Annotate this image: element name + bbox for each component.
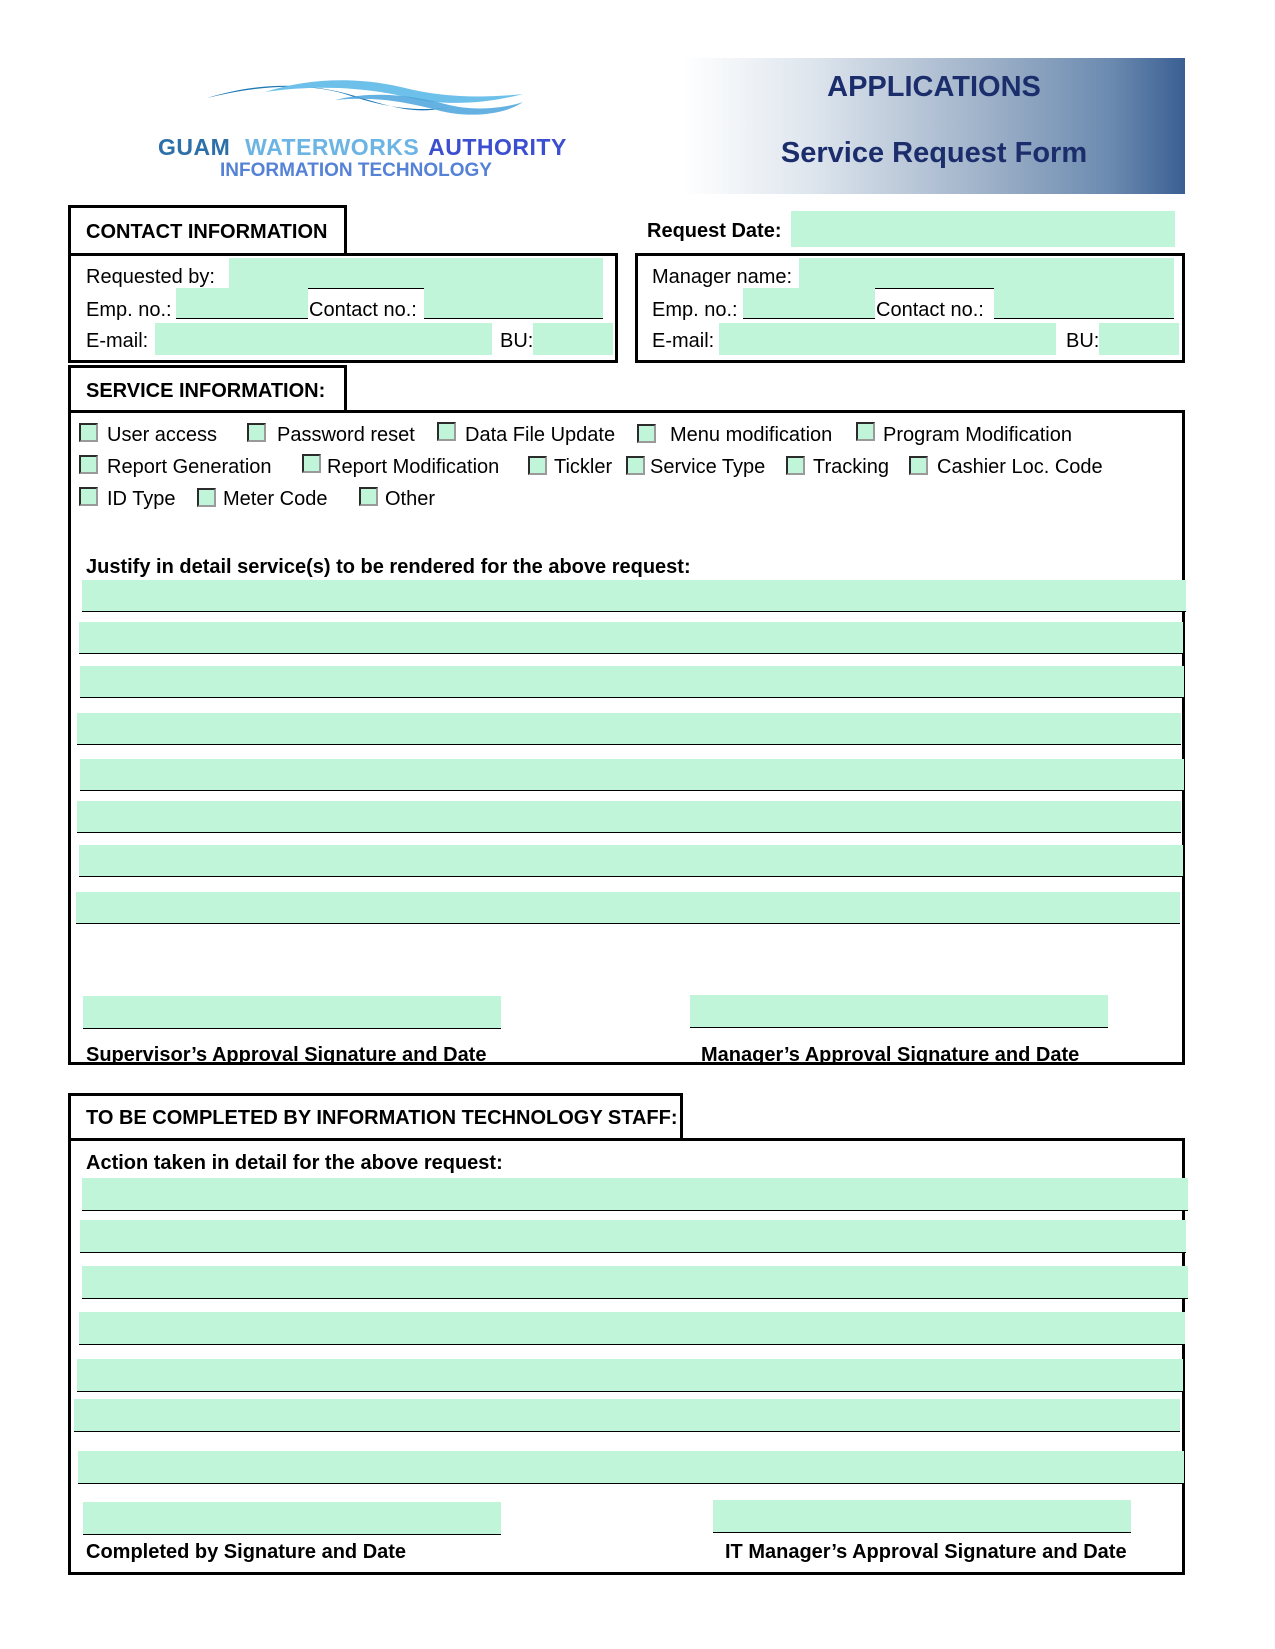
action-line[interactable] [82, 1266, 1188, 1299]
it-section-title: TO BE COMPLETED BY INFORMATION TECHNOLOGY STAFF: [86, 1107, 678, 1129]
manager-contact-no-label: Contact no.: [876, 299, 984, 321]
checkbox-label: Report Modification [327, 456, 500, 478]
checkbox-label: Tickler [554, 456, 613, 478]
checkbox[interactable] [626, 456, 645, 475]
checkbox-label: Menu modification [670, 424, 833, 446]
manager-email-label: E-mail: [652, 330, 715, 352]
action-line[interactable] [74, 1399, 1180, 1432]
manager-signature-field[interactable] [690, 995, 1108, 1028]
requester-contact-no-label: Contact no.: [309, 299, 417, 321]
action-line-input[interactable] [74, 1399, 1180, 1431]
action-line-input[interactable] [82, 1266, 1188, 1298]
manager-name-input[interactable] [799, 258, 1174, 288]
completed-by-signature-input[interactable] [83, 1502, 501, 1534]
justify-line-input[interactable] [77, 801, 1181, 832]
justify-line-input[interactable] [79, 622, 1183, 653]
supervisor-signature-label: Supervisor’s Approval Signature and Date [86, 1044, 487, 1066]
supervisor-signature-field[interactable] [83, 996, 501, 1029]
justify-line[interactable] [79, 845, 1183, 877]
manager-name-field[interactable] [799, 258, 1174, 289]
action-line[interactable] [79, 1312, 1185, 1345]
manager-bu-input[interactable] [1099, 323, 1179, 355]
request-date-field[interactable] [791, 211, 1175, 247]
form-title: Service Request Form [780, 137, 1088, 169]
checkbox[interactable] [528, 456, 547, 475]
justify-line-input[interactable] [79, 845, 1183, 876]
justify-line[interactable] [76, 892, 1180, 924]
justify-label: Justify in detail service(s) to be rendered for the above request: [86, 556, 691, 578]
checkbox[interactable] [856, 422, 875, 441]
manager-contact-no-input[interactable] [994, 288, 1174, 318]
justify-line-input[interactable] [76, 892, 1180, 923]
checkbox[interactable] [79, 487, 98, 506]
manager-name-label: Manager name: [652, 266, 793, 288]
justify-line[interactable] [77, 801, 1181, 833]
manager-contact-no-field[interactable] [994, 288, 1174, 319]
checkbox-label: Cashier Loc. Code [937, 456, 1103, 478]
action-line-input[interactable] [77, 1359, 1183, 1391]
justify-line[interactable] [80, 666, 1184, 698]
manager-emp-no-label: Emp. no.: [652, 299, 738, 321]
requester-email-label: E-mail: [86, 330, 149, 352]
logo-wave-icon [205, 74, 525, 126]
contact-section-title: CONTACT INFORMATION [86, 221, 328, 243]
justify-line[interactable] [80, 759, 1184, 791]
checkbox-label: Service Type [650, 456, 766, 478]
checkbox[interactable] [197, 488, 216, 507]
requested-by-input[interactable] [229, 258, 603, 288]
logo-word-waterworks: WATERWORKS [245, 134, 420, 160]
action-line-input[interactable] [79, 1312, 1185, 1344]
requester-contact-no-input[interactable] [424, 288, 603, 318]
checkbox-label: Other [385, 488, 436, 510]
checkbox[interactable] [786, 456, 805, 475]
manager-signature-input[interactable] [690, 995, 1108, 1027]
action-line-input[interactable] [82, 1178, 1188, 1210]
it-manager-signature-input[interactable] [713, 1500, 1131, 1532]
completed-by-signature-label: Completed by Signature and Date [86, 1541, 407, 1563]
requested-by-field[interactable] [229, 258, 603, 289]
checkbox-label: Program Modification [883, 424, 1072, 446]
manager-bu-field[interactable] [1099, 323, 1179, 355]
requester-email-input[interactable] [155, 323, 492, 355]
checkbox[interactable] [909, 456, 928, 475]
manager-emp-no-field[interactable] [743, 288, 875, 319]
checkbox[interactable] [359, 487, 378, 506]
requester-emp-no-input[interactable] [176, 288, 308, 318]
request-date-label: Request Date: [647, 220, 782, 242]
checkbox[interactable] [247, 423, 266, 442]
it-manager-signature-field[interactable] [713, 1500, 1131, 1533]
checkbox[interactable] [79, 455, 98, 474]
checkbox[interactable] [79, 423, 98, 442]
checkbox-label: Meter Code [223, 488, 328, 510]
completed-by-signature-field[interactable] [83, 1502, 501, 1535]
action-line[interactable] [82, 1178, 1188, 1211]
requester-emp-no-label: Emp. no.: [86, 299, 172, 321]
checkbox-label: Data File Update [465, 424, 616, 446]
requester-email-field[interactable] [155, 323, 492, 355]
checkbox-label: User access [107, 424, 218, 446]
request-date-input[interactable] [791, 211, 1175, 247]
manager-email-input[interactable] [719, 323, 1056, 355]
requester-bu-input[interactable] [533, 323, 613, 355]
requested-by-label: Requested by: [86, 266, 215, 288]
justify-line-input[interactable] [80, 666, 1184, 697]
action-line-input[interactable] [78, 1451, 1184, 1483]
manager-emp-no-input[interactable] [743, 288, 875, 318]
checkbox-label: Password reset [277, 424, 415, 446]
manager-bu-label: BU: [1066, 330, 1100, 352]
action-taken-label: Action taken in detail for the above request: [86, 1152, 503, 1174]
page-title: APPLICATIONS [827, 71, 1041, 103]
action-line[interactable] [77, 1359, 1183, 1392]
requester-bu-label: BU: [500, 330, 534, 352]
action-line[interactable] [78, 1451, 1184, 1484]
justify-line[interactable] [77, 713, 1181, 745]
service-section-title: SERVICE INFORMATION: [86, 380, 326, 402]
it-manager-signature-label: IT Manager’s Approval Signature and Date [725, 1541, 1127, 1563]
manager-signature-label: Manager’s Approval Signature and Date [701, 1044, 1080, 1066]
justify-line[interactable] [82, 580, 1186, 612]
checkbox-label: Tracking [813, 456, 889, 478]
checkbox[interactable] [302, 454, 321, 473]
requester-bu-field[interactable] [533, 323, 613, 355]
logo-text [158, 134, 567, 161]
checkbox-label: Report Generation [107, 456, 272, 478]
supervisor-signature-input[interactable] [83, 996, 501, 1028]
logo-word-guam: GUAM [158, 134, 231, 160]
action-line[interactable] [80, 1220, 1186, 1253]
requester-emp-no-field[interactable] [176, 288, 308, 319]
manager-email-field[interactable] [719, 323, 1056, 355]
logo-subtitle: INFORMATION TECHNOLOGY [220, 160, 492, 181]
justify-line-input[interactable] [77, 713, 1181, 744]
checkbox[interactable] [437, 422, 456, 441]
action-line-input[interactable] [80, 1220, 1186, 1252]
checkbox[interactable] [637, 424, 656, 443]
logo-word-authority: AUTHORITY [428, 134, 567, 160]
requester-contact-no-field[interactable] [424, 288, 603, 319]
justify-line-input[interactable] [80, 759, 1184, 790]
justify-line[interactable] [79, 622, 1183, 654]
checkbox-label: ID Type [107, 488, 176, 510]
justify-line-input[interactable] [82, 580, 1186, 611]
